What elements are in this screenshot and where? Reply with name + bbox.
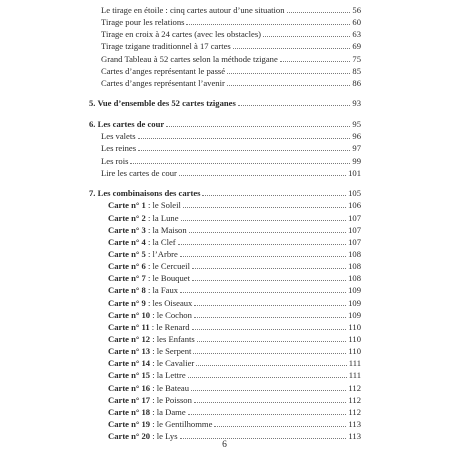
dot-leader — [233, 48, 351, 49]
card-number: Carte n° 19 — [108, 419, 151, 429]
toc-card-label — [89, 333, 195, 345]
toc-section-label: 7. Les combinaisons des cartes — [89, 188, 201, 199]
card-number: Carte n° 20 — [108, 431, 151, 442]
toc-card-label — [89, 357, 194, 369]
toc-entry — [89, 40, 361, 52]
dot-leader — [227, 85, 351, 86]
toc-entry-label: Les valets — [101, 131, 136, 142]
toc-entry-label: Tirage en croix à 24 cartes (avec les obstacles) — [101, 29, 262, 40]
card-number: Carte n° 16 — [108, 382, 151, 393]
spacer — [89, 179, 361, 188]
toc-section-label: 5. Vue d’ensemble des 52 cartes tziganes — [89, 98, 236, 109]
card-number: Carte n° 3 — [108, 224, 146, 235]
toc-section-page: 93 — [352, 98, 361, 109]
toc-entry-page: 69 — [352, 41, 361, 52]
toc-entry-label: Grand Tableau à 52 cartes selon la méthode tzigane — [101, 53, 278, 64]
toc-card-page: 107 — [348, 212, 361, 223]
dot-leader — [238, 105, 351, 106]
toc-card-entry — [89, 212, 361, 224]
toc-entry-label: Tirage pour les relations — [101, 17, 185, 28]
toc-card-label — [89, 382, 189, 394]
card-number: Carte n° 8 — [108, 285, 146, 296]
dot-leader — [192, 329, 347, 330]
toc-card-page: 108 — [348, 273, 361, 284]
toc-card-page: 109 — [348, 309, 361, 320]
toc-card-entry — [89, 406, 361, 418]
dot-leader — [202, 195, 346, 196]
dot-leader — [193, 353, 346, 354]
toc-card-page: 111 — [348, 358, 361, 369]
dot-leader — [287, 12, 351, 13]
card-number: Carte n° 4 — [108, 236, 146, 247]
toc-entry-label: Lire les cartes de cour — [101, 167, 177, 178]
toc-card-page: 110 — [348, 321, 361, 332]
toc-entry-page: 101 — [348, 167, 361, 178]
toc-entry-label: Cartes d’anges représentant le passé — [101, 65, 226, 76]
toc-card-page: 108 — [348, 249, 361, 260]
toc-card-entry — [89, 345, 361, 357]
dot-leader — [280, 61, 351, 62]
dot-leader — [130, 163, 350, 164]
toc-section-6 — [89, 118, 361, 130]
toc-card-label — [89, 236, 176, 248]
dot-leader — [179, 175, 346, 176]
toc-card-page: 109 — [348, 297, 361, 308]
toc-card-label — [89, 212, 179, 224]
toc-card-entry — [89, 199, 361, 211]
dot-leader — [197, 341, 347, 342]
card-number: Carte n° 12 — [108, 334, 151, 345]
table-of-contents — [89, 4, 361, 442]
toc-entry — [89, 130, 361, 142]
toc-section-page: 105 — [348, 188, 361, 199]
toc-entry-page: 86 — [352, 77, 361, 88]
page-number: 6 — [222, 440, 227, 450]
toc-card-label — [89, 345, 191, 357]
toc-card-label — [89, 297, 192, 309]
card-name: : le Bouquet — [145, 273, 190, 284]
card-number: Carte n° 13 — [108, 346, 151, 357]
toc-entry-page: 99 — [352, 155, 361, 166]
card-name: : le Renard — [149, 321, 190, 332]
toc-card-page: 113 — [348, 431, 361, 442]
toc-entry-label: Tirage tzigane traditionnel à 17 cartes — [101, 41, 231, 52]
toc-card-entry — [89, 309, 361, 321]
card-name: : la Maison — [145, 224, 187, 235]
dot-leader — [189, 232, 346, 233]
card-name: : la Clef — [145, 236, 176, 247]
dot-leader — [214, 426, 346, 427]
toc-card-page: 107 — [348, 236, 361, 247]
toc-entry — [89, 4, 361, 16]
dot-leader — [192, 280, 346, 281]
dot-leader — [194, 305, 346, 306]
dot-leader — [196, 365, 346, 366]
card-name: : la Lettre — [150, 370, 186, 381]
toc-card-page: 108 — [348, 261, 361, 272]
toc-card-label — [89, 260, 190, 272]
card-name: : le Soleil — [145, 200, 181, 211]
toc-entry-page: 96 — [352, 131, 361, 142]
toc-card-page: 112 — [348, 406, 361, 417]
toc-card-page: 107 — [348, 224, 361, 235]
toc-card-entry — [89, 297, 361, 309]
toc-entry — [89, 65, 361, 77]
toc-card-page: 106 — [348, 200, 361, 211]
toc-card-entry — [89, 236, 361, 248]
dot-leader — [183, 207, 346, 208]
toc-entry — [89, 16, 361, 28]
dot-leader — [138, 138, 351, 139]
toc-card-page: 111 — [348, 370, 361, 381]
card-number: Carte n° 15 — [108, 370, 151, 381]
toc-card-entry — [89, 272, 361, 284]
toc-entry-page: 56 — [352, 5, 361, 15]
dot-leader — [227, 73, 350, 74]
card-name: : le Gentilhomme — [150, 419, 213, 429]
card-name: : le Bateau — [150, 382, 190, 393]
spacer — [89, 110, 361, 119]
card-name: : le Cochon — [150, 309, 192, 320]
card-name: : les Enfants — [150, 334, 195, 345]
toc-entry-label: Le tirage en étoile : cinq cartes autour d’une situation — [101, 5, 285, 15]
dot-leader — [194, 402, 347, 403]
toc-card-entry — [89, 394, 361, 406]
toc-card-entry — [89, 260, 361, 272]
toc-card-label — [89, 418, 212, 430]
toc-card-label — [89, 224, 187, 236]
toc-card-label — [89, 406, 186, 418]
card-number: Carte n° 14 — [108, 358, 151, 369]
card-name: : le Lys — [150, 431, 178, 442]
card-number: Carte n° 5 — [108, 249, 146, 260]
dot-leader — [180, 438, 347, 439]
toc-card-label — [89, 369, 186, 381]
spacer — [89, 89, 361, 98]
toc-card-entry — [89, 357, 361, 369]
card-name: : la Dame — [150, 406, 186, 417]
toc-entry-page: 75 — [352, 53, 361, 64]
toc-card-entry — [89, 369, 361, 381]
toc-card-page: 110 — [348, 334, 361, 345]
dot-leader — [188, 377, 347, 378]
dot-leader — [181, 220, 347, 221]
card-number: Carte n° 10 — [108, 309, 151, 320]
dot-leader — [191, 390, 346, 391]
toc-card-entry — [89, 284, 361, 296]
toc-section-label: 6. Les cartes de cour — [89, 119, 165, 130]
toc-card-entry — [89, 224, 361, 236]
card-number: Carte n° 6 — [108, 261, 146, 272]
toc-card-page: 113 — [348, 419, 361, 429]
toc-card-label — [89, 321, 190, 333]
toc-card-page: 112 — [348, 394, 361, 405]
toc-section-5 — [89, 97, 361, 109]
card-name: : la Faux — [145, 285, 179, 296]
card-number: Carte n° 9 — [108, 297, 146, 308]
toc-entry-label: Cartes d’anges représentant l’avenir — [101, 77, 225, 88]
dot-leader — [166, 126, 350, 127]
dot-leader — [263, 36, 350, 37]
toc-entry — [89, 167, 361, 179]
toc-card-entry — [89, 382, 361, 394]
card-number: Carte n° 2 — [108, 212, 146, 223]
toc-card-page: 112 — [348, 382, 361, 393]
toc-card-entry — [89, 321, 361, 333]
toc-entry-page: 60 — [352, 17, 361, 28]
toc-entry — [89, 77, 361, 89]
toc-card-label — [89, 394, 192, 406]
dot-leader — [194, 317, 346, 318]
toc-card-label — [89, 199, 181, 211]
card-name: : le Cavalier — [150, 358, 195, 369]
card-name: : le Serpent — [150, 346, 192, 357]
toc-section-7 — [89, 187, 361, 199]
toc-card-label — [89, 309, 192, 321]
toc-entry — [89, 155, 361, 167]
toc-entry — [89, 142, 361, 154]
toc-card-label — [89, 248, 178, 260]
toc-entry-page: 85 — [352, 65, 361, 76]
toc-card-entry — [89, 333, 361, 345]
toc-entry-label: Les reines — [101, 143, 137, 154]
dot-leader — [138, 150, 350, 151]
card-number: Carte n° 17 — [108, 394, 151, 405]
dot-leader — [178, 244, 346, 245]
card-name: : le Cercueil — [145, 261, 190, 272]
toc-entry-page: 97 — [352, 143, 361, 154]
toc-card-page: 110 — [348, 346, 361, 357]
toc-card-entry — [89, 248, 361, 260]
card-number: Carte n° 18 — [108, 406, 151, 417]
dot-leader — [180, 256, 346, 257]
card-number: Carte n° 7 — [108, 273, 146, 284]
card-name: : l’Arbre — [145, 249, 178, 260]
dot-leader — [180, 292, 346, 293]
dot-leader — [188, 414, 347, 415]
toc-card-entry — [89, 418, 361, 430]
toc-entry-page: 63 — [352, 29, 361, 40]
dot-leader — [192, 268, 346, 269]
toc-entry — [89, 28, 361, 40]
toc-card-label — [89, 272, 190, 284]
toc-entry — [89, 53, 361, 65]
toc-section-page: 95 — [352, 119, 361, 130]
card-name: : la Lune — [145, 212, 179, 223]
card-number: Carte n° 11 — [108, 321, 150, 332]
card-name: : les Oiseaux — [145, 297, 193, 308]
toc-entry-label: Les rois — [101, 155, 129, 166]
card-name: : le Poisson — [150, 394, 192, 405]
toc-card-label — [89, 284, 178, 296]
toc-card-page: 109 — [348, 285, 361, 296]
card-number: Carte n° 1 — [108, 200, 146, 211]
dot-leader — [186, 24, 350, 25]
